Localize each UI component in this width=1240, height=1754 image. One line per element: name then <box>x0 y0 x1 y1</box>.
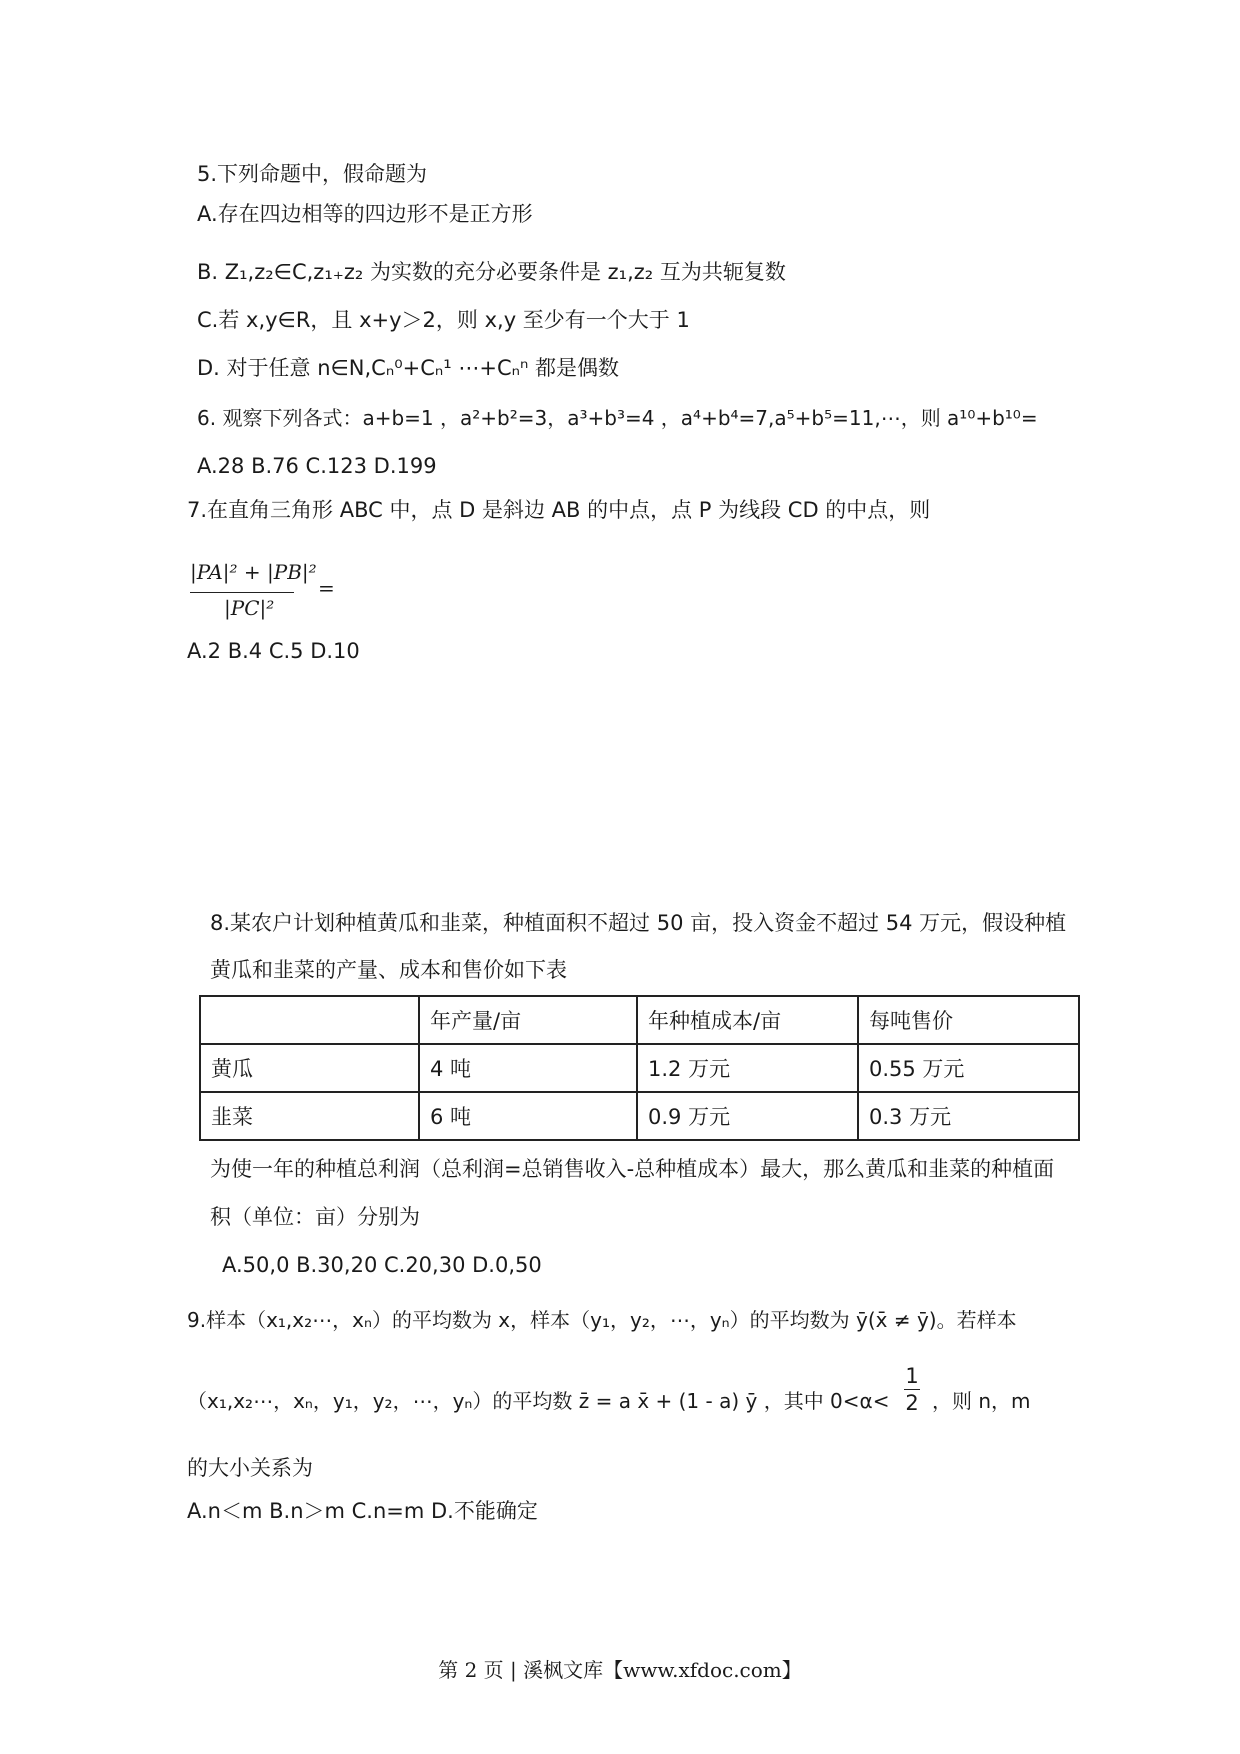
table-row <box>200 1092 1079 1140</box>
q9-line3: 的大小关系为 <box>187 1456 313 1480</box>
half-denominator: 2 <box>905 1391 919 1415</box>
half-numerator: 1 <box>905 1364 919 1388</box>
q9-line1: 9.样本（x₁,x₂⋯，xₙ）的平均数为 x，样本（y₁，y₂，⋯，yₙ）的平均数为 ȳ(x̄ ≠ ȳ)。若样本 <box>187 1308 1017 1332</box>
q8-table <box>199 995 1080 1141</box>
q7-equals: = <box>318 576 335 600</box>
page-footer: 第 2 页 | 溪枫文库【www.xfdoc.com】 <box>438 1658 802 1682</box>
table-cell: 黄瓜 <box>200 1044 419 1092</box>
q5-stem: 5.下列命题中，假命题为 <box>197 162 428 186</box>
q8-stem-line2: 黄瓜和韭菜的产量、成本和售价如下表 <box>210 958 567 982</box>
table-cell: 4 吨 <box>419 1044 637 1092</box>
q9-line2-tail: ，则 n，m <box>932 1389 1031 1413</box>
fraction-bar <box>904 1389 920 1390</box>
table-cell: 6 吨 <box>419 1092 637 1140</box>
table-header-row <box>200 996 1079 1044</box>
q9-line2: （x₁,x₂⋯，xₙ，y₁，y₂，⋯，yₙ）的平均数 z̄ = a x̄ + (1 - a) ȳ ，其中 0<α< <box>187 1389 890 1413</box>
table-row <box>200 1044 1079 1092</box>
table-header-cell: 每吨售价 <box>858 996 1079 1044</box>
q8-after-line2: 积（单位：亩）分别为 <box>210 1205 420 1229</box>
table-header-cell <box>200 996 419 1044</box>
q5-option-d: D. 对于任意 n∈N,Cₙ⁰+Cₙ¹ ⋯+Cₙⁿ 都是偶数 <box>197 356 620 380</box>
q6-options: A.28 B.76 C.123 D.199 <box>197 454 437 478</box>
q7-denominator: |PC|² <box>224 596 275 620</box>
table-header-cell: 年种植成本/亩 <box>637 996 858 1044</box>
q8-options: A.50,0 B.30,20 C.20,30 D.0,50 <box>222 1253 542 1277</box>
q8-after-line1: 为使一年的种植总利润（总利润=总销售收入-总种植成本）最大，那么黄瓜和韭菜的种植面 <box>210 1157 1055 1181</box>
q7-options: A.2 B.4 C.5 D.10 <box>187 639 360 663</box>
q7-numerator: |PA|² + |PB|² <box>190 560 317 584</box>
one-half-fraction <box>904 1365 920 1414</box>
table-cell: 0.9 万元 <box>637 1092 858 1140</box>
q9-options: A.n＜m B.n＞m C.n=m D.不能确定 <box>187 1499 538 1523</box>
table-cell: 0.55 万元 <box>858 1044 1079 1092</box>
q5-option-a: A.存在四边相等的四边形不是正方形 <box>197 202 533 226</box>
q6-stem: 6. 观察下列各式：a+b=1 ，a²+b²=3，a³+b³=4 ，a⁴+b⁴=7,a⁵+b⁵=11,⋯，则 a¹⁰+b¹⁰= <box>197 406 1038 430</box>
q5-option-c: C.若 x,y∈R，且 x+y＞2，则 x,y 至少有一个大于 1 <box>197 308 690 332</box>
table-header-cell: 年产量/亩 <box>419 996 637 1044</box>
fraction-bar <box>190 592 294 593</box>
table-cell: 0.3 万元 <box>858 1092 1079 1140</box>
q5-option-b: B. Z₁,z₂∈C,z₁₊z₂ 为实数的充分必要条件是 z₁,z₂ 互为共轭复数 <box>197 260 786 284</box>
q8-stem-line1: 8.某农户计划种植黄瓜和韭菜，种植面积不超过 50 亩，投入资金不超过 54 万元，假设种植 <box>210 911 1067 935</box>
table-cell: 1.2 万元 <box>637 1044 858 1092</box>
q7-stem: 7.在直角三角形 ABC 中，点 D 是斜边 AB 的中点，点 P 为线段 CD 的中点，则 <box>187 498 931 522</box>
table-cell: 韭菜 <box>200 1092 419 1140</box>
